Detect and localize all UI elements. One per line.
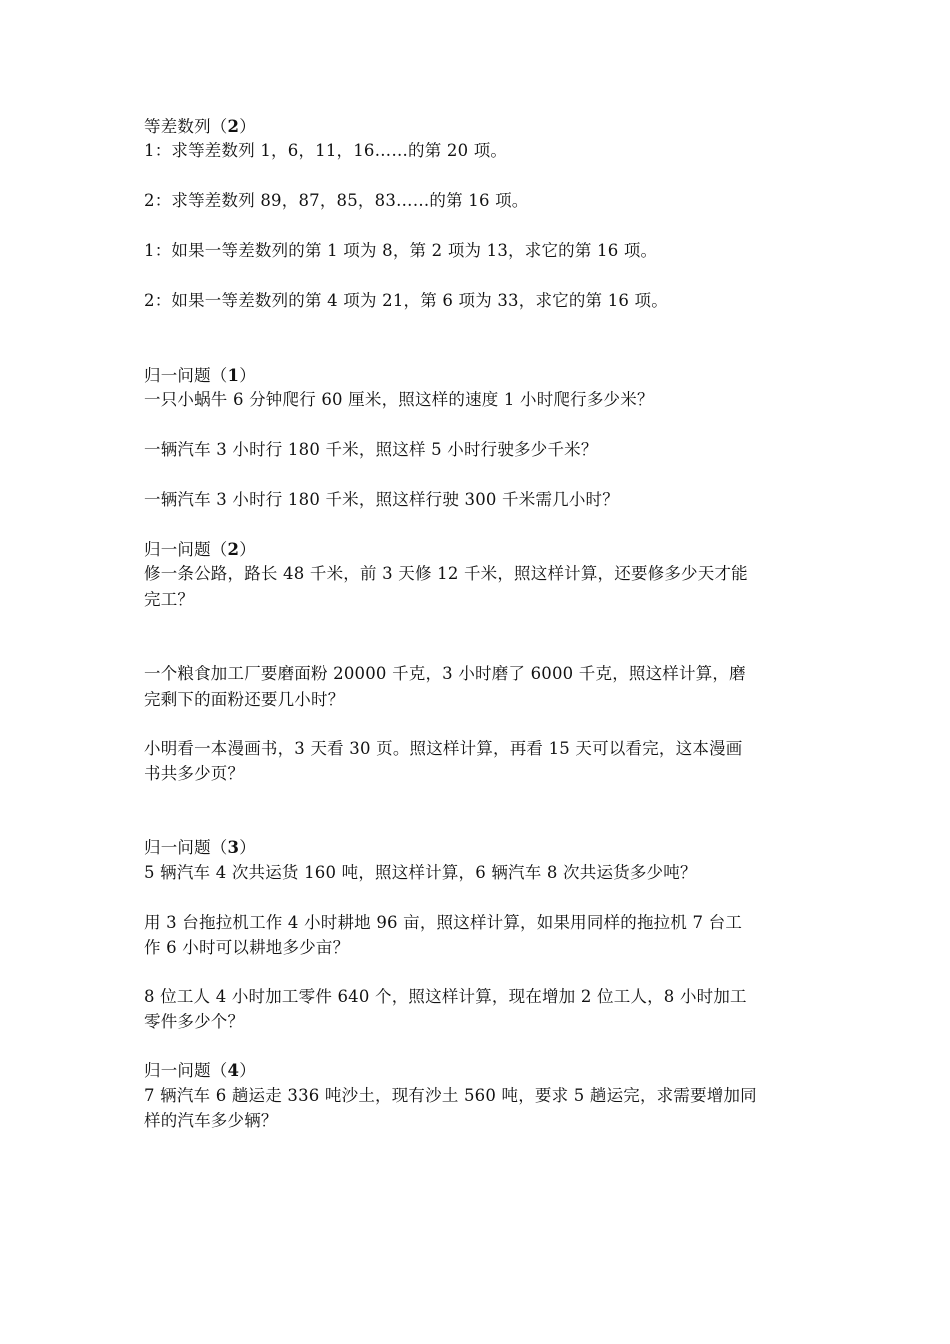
problem-line: 1：如果一等差数列的第 1 项为 8，第 2 项为 13，求它的第 16 项。 (144, 241, 658, 260)
problem-line: 一辆汽车 3 小时行 180 千米，照这样行驶 300 千米需几小时？ (144, 490, 619, 509)
problem-line: 一个粮食加工厂要磨面粉 20000 千克，3 小时磨了 6000 千克，照这样计算，磨 (144, 664, 746, 683)
section-heading-unitary-2 (144, 538, 814, 562)
heading-number: 1 (227, 366, 240, 385)
problem-line: 2：求等差数列 89，87，85，83……的第 16 项。 (144, 191, 529, 210)
heading-close: ） (239, 117, 256, 136)
heading-text: 归一问题（ (144, 540, 228, 559)
heading-close: ） (239, 366, 256, 385)
problem-line: 8 位工人 4 小时加工零件 640 个，照这样计算，现在增加 2 位工人，8 小时加工 (144, 987, 747, 1006)
heading-number: 2 (227, 540, 240, 559)
problem-line: 修一条公路，路长 48 千米，前 3 天修 12 千米，照这样计算，还要修多少天才能 (144, 564, 748, 583)
heading-text: 等差数列（ (144, 117, 228, 136)
problem-line: 2：如果一等差数列的第 4 项为 21，第 6 项为 33，求它的第 16 项。 (144, 291, 668, 310)
section-heading-unitary-3 (144, 836, 814, 860)
heading-number: 2 (227, 117, 240, 136)
heading-text: 归一问题（ (144, 366, 228, 385)
problem-line: 小明看一本漫画书，3 天看 30 页。照这样计算，再看 15 天可以看完，这本漫画 (144, 739, 743, 758)
section-heading-unitary-4 (144, 1059, 814, 1083)
heading-text: 归一问题（ (144, 1061, 228, 1080)
problem-line: 一只小蜗牛 6 分钟爬行 60 厘米，照这样的速度 1 小时爬行多少米？ (144, 390, 654, 409)
section-heading-unitary-1 (144, 364, 814, 388)
heading-close: ） (239, 540, 256, 559)
problem-line: 7 辆汽车 6 趟运走 336 吨沙土，现有沙土 560 吨，要求 5 趟运完，求需要增加同 (144, 1086, 757, 1105)
heading-text: 归一问题（ (144, 838, 228, 857)
heading-number: 3 (227, 838, 240, 857)
heading-close: ） (239, 1061, 256, 1080)
problem-line: 1：求等差数列 1，6，11，16……的第 20 项。 (144, 141, 508, 160)
heading-close: ） (239, 838, 256, 857)
problem-line: 完工？ (144, 590, 195, 609)
problem-line: 一辆汽车 3 小时行 180 千米，照这样 5 小时行驶多少千米？ (144, 440, 598, 459)
problem-line: 样的汽车多少辆？ (144, 1111, 278, 1130)
section-heading-arithmetic-sequence (144, 115, 814, 139)
problem-line: 书共多少页？ (144, 764, 245, 783)
problem-line: 作 6 小时可以耕地多少亩？ (144, 938, 350, 957)
heading-number: 4 (227, 1061, 240, 1080)
problem-line: 零件多少个？ (144, 1012, 245, 1031)
problem-line: 用 3 台拖拉机工作 4 小时耕地 96 亩，照这样计算，如果用同样的拖拉机 7 台工 (144, 913, 743, 932)
problem-line: 完剩下的面粉还要几小时？ (144, 690, 345, 709)
problem-line: 5 辆汽车 4 次共运货 160 吨，照这样计算，6 辆汽车 8 次共运货多少吨？ (144, 863, 697, 882)
